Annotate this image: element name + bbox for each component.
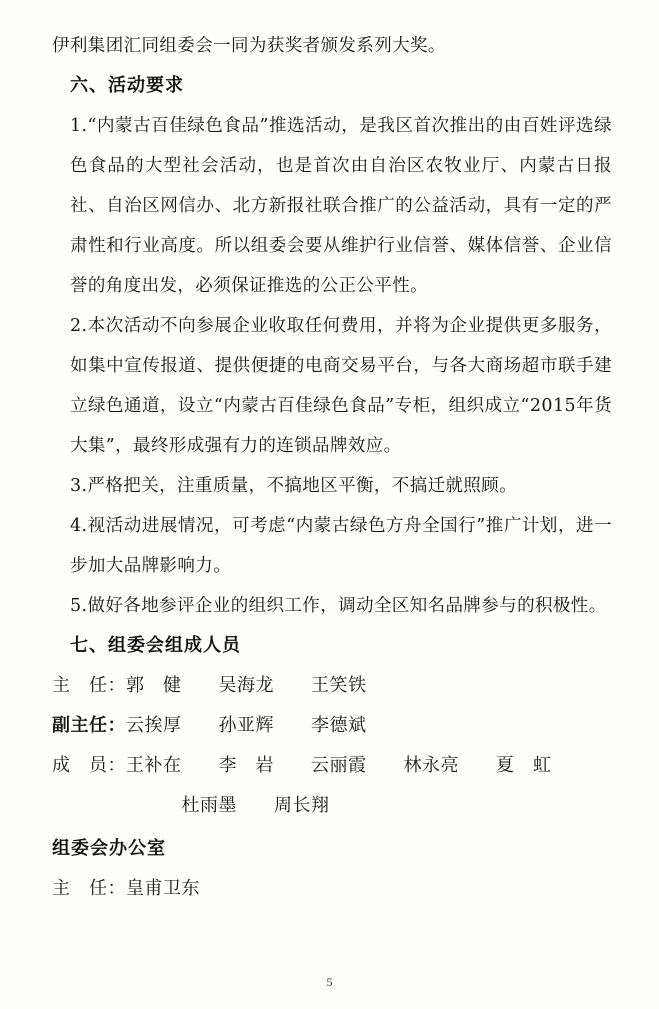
office-heading: 组委会办公室 [52,838,166,859]
roster-row-director [52,666,612,706]
paragraph-item-1: 1.“内蒙古百佳绿色食品”推选活动，是我区首次推出的由百姓评选绿色食品的大型社会活动，也是首次由自治区农牧业厅、内蒙古日报社、自治区网信办、北方新报社联合推广的公益活动，具有一定的严肃性和行业高度。所以组委会要从维护行业信誉、媒体信誉、企业信誉的角度出发，必须保证推选的公正公平性。 [70,116,612,296]
roster-label-deputy-director: 副主任： [52,715,126,736]
roster-label-director: 主 任： [52,675,126,696]
section-heading-six: 六、活动要求 [70,75,184,96]
paragraph-item-5: 5.做好各地参评企业的组织工作，调动全区知名品牌参与的积极性。 [70,596,607,616]
roster-label-members-continued [52,795,182,816]
paragraph-item-3: 3.严格把关，注重质量，不搞地区平衡，不搞迁就照顾。 [70,476,518,496]
paragraph-item-4: 4.视活动进展情况，可考虑“内蒙古绿色方舟全国行”推广计划，进一步加大品牌影响力。 [70,516,612,576]
roster-names-members: 王补在 李 岩 云丽霞 林永亮 夏 虹 [126,755,552,776]
roster-names-director: 郭 健 吴海龙 王笑铁 [126,675,367,696]
roster-row-members-continued [52,786,612,826]
page-number: 5 [326,975,333,989]
section-heading-seven: 七、组委会组成人员 [70,635,241,656]
roster-names-members-continued: 杜雨墨 周长翔 [181,795,330,816]
office-director-row: 主 任：皇甫卫东 [52,878,200,899]
roster-row-deputy-director [52,706,612,746]
roster-names-deputy-director: 云挨厚 孙亚辉 李德斌 [126,715,367,736]
roster-label-members: 成 员： [52,755,126,776]
document-body [52,26,612,909]
paragraph-item-2: 2.本次活动不向参展企业收取任何费用，并将为企业提供更多服务，如集中宣传报道、提供便捷的电商交易平台，与各大商场超市联手建立绿色通道，设立“内蒙古百佳绿色食品”专柜，组织成立“2015年货大集”，最终形成强有力的连锁品牌效应。 [70,316,612,456]
roster-row-members [52,746,612,786]
paragraph-continuation: 伊利集团汇同组委会一同为获奖者颁发系列大奖。 [52,36,446,56]
